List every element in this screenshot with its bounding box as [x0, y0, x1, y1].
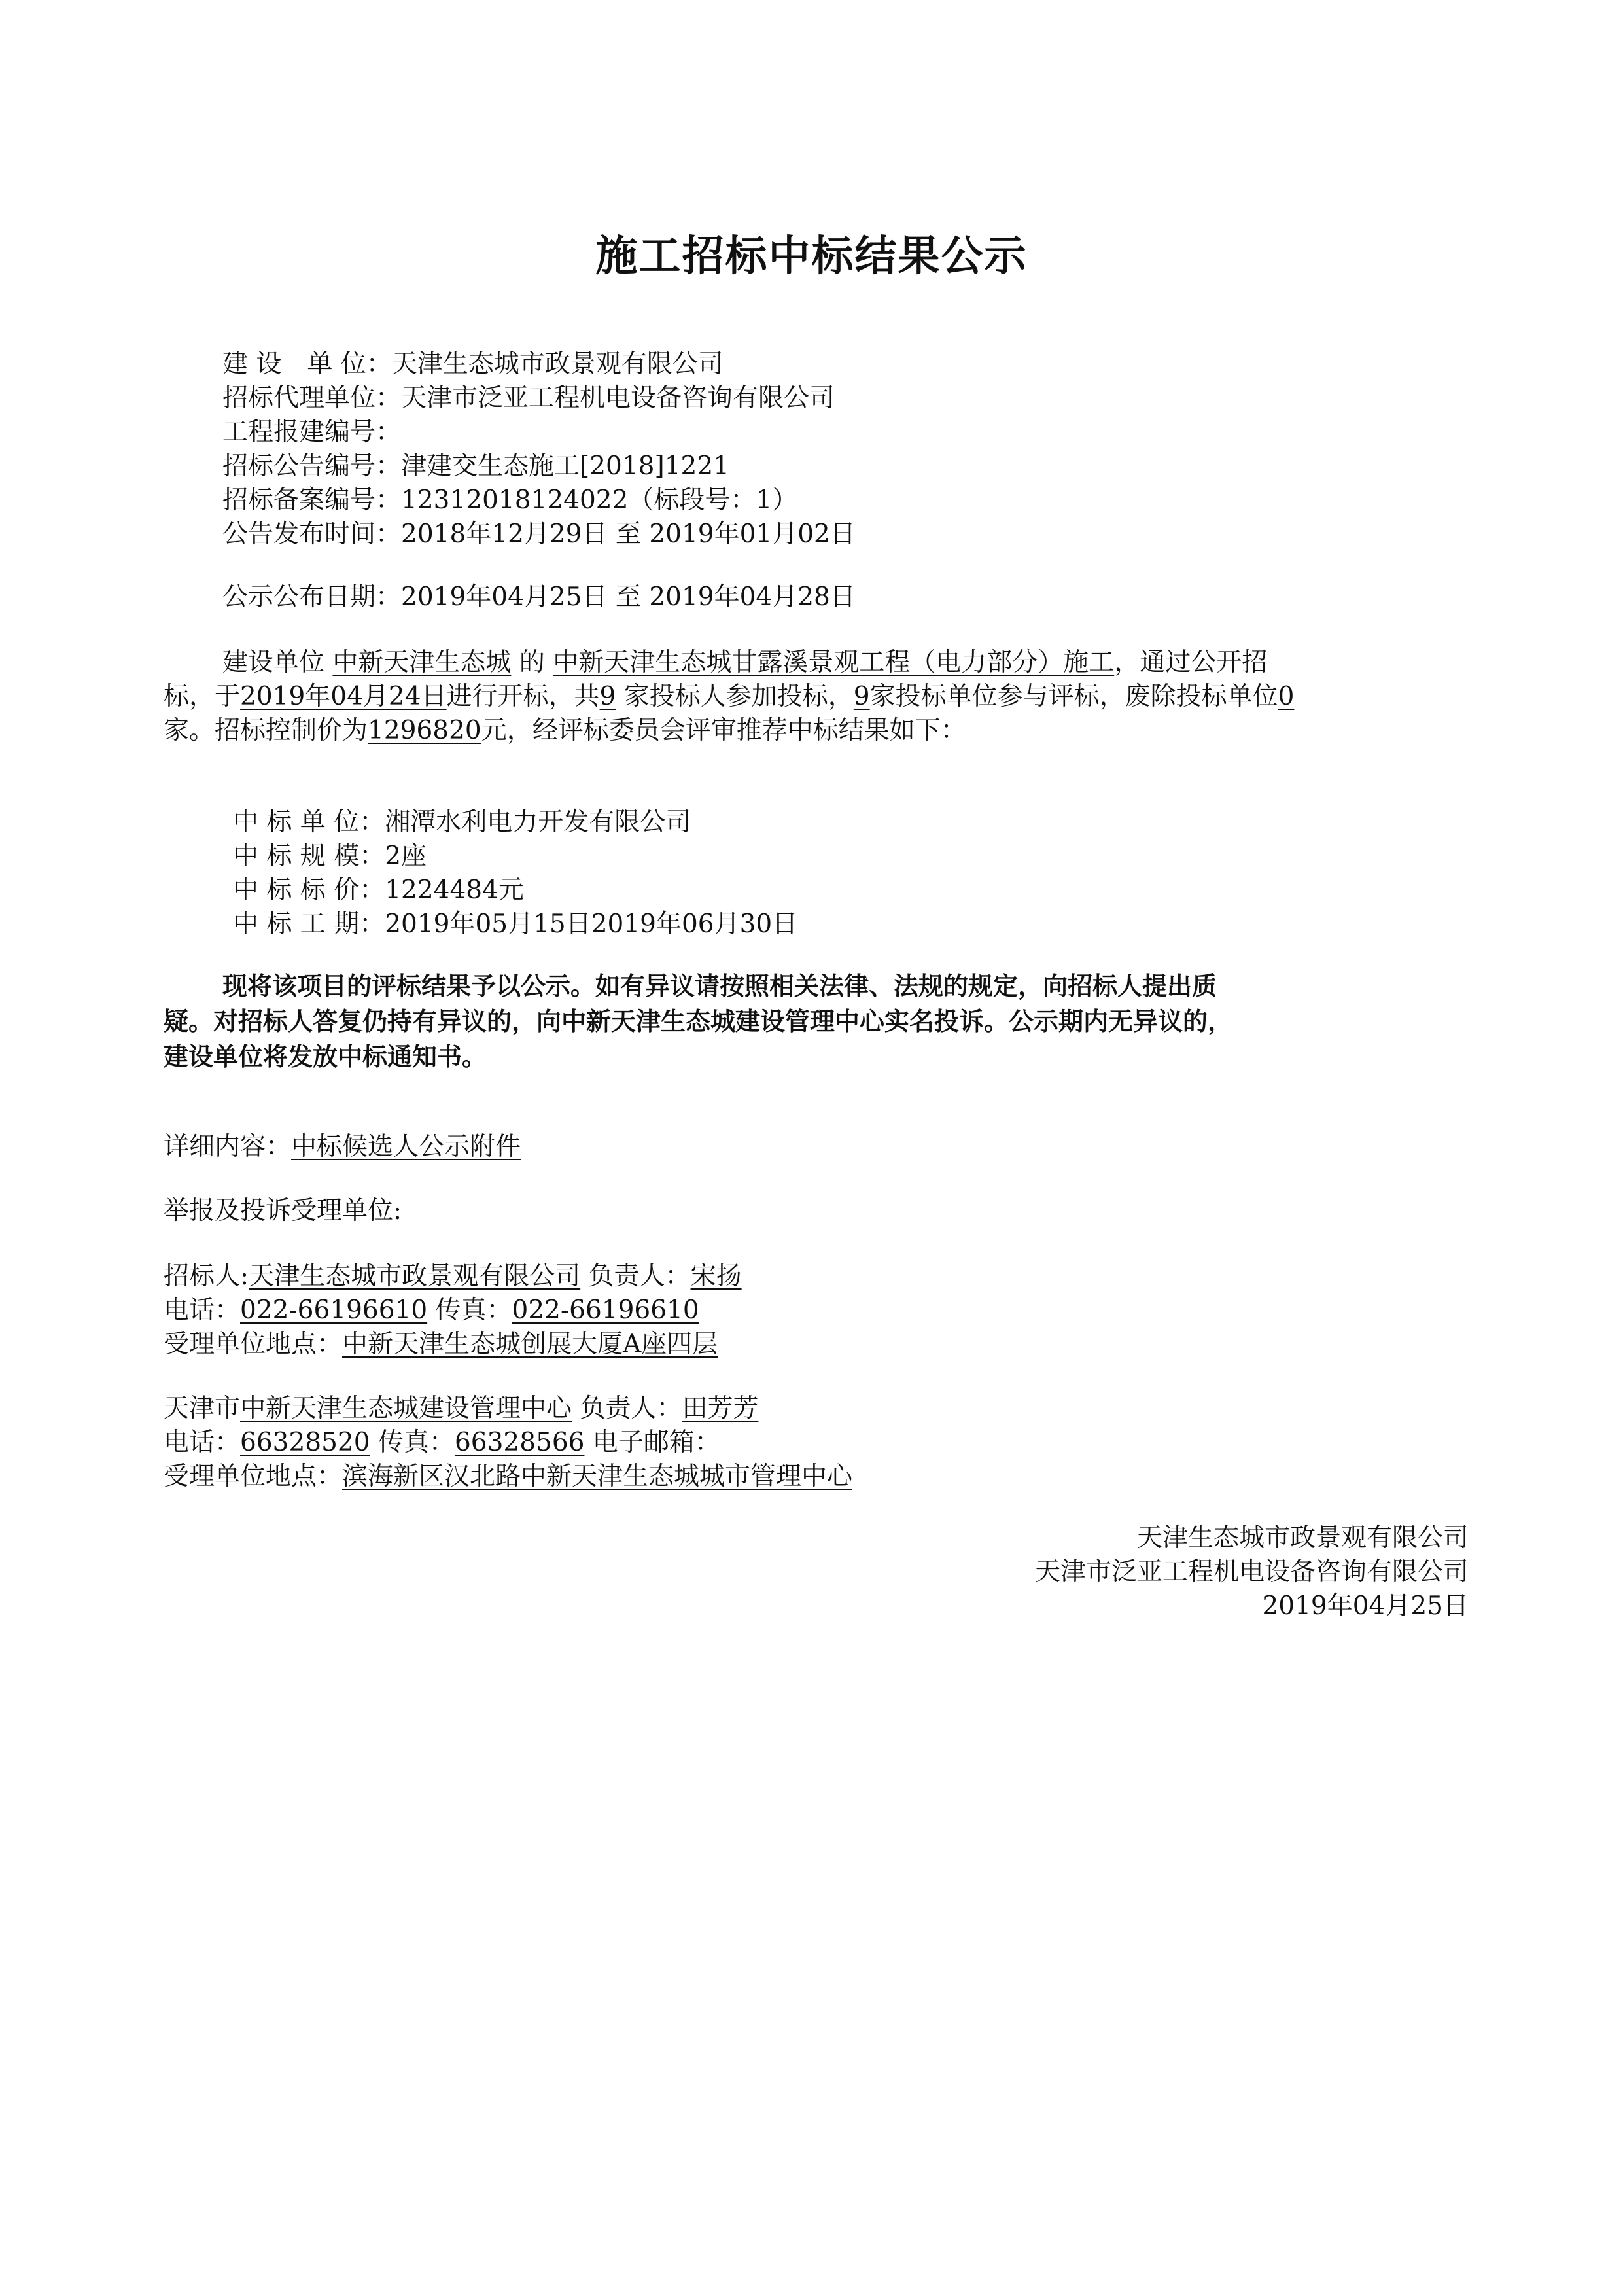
intro-line-3 — [164, 715, 966, 747]
tenderer-fax-label: 传真： — [427, 1296, 512, 1325]
authority-email-label: 电子邮箱： — [584, 1428, 720, 1457]
notice-no-label: 招标公告编号： — [222, 451, 402, 481]
details-row — [164, 1131, 521, 1163]
page-title: 施工招标中标结果公示 — [595, 232, 1028, 281]
scale-row — [233, 840, 427, 873]
authority-fax-label: 传真： — [370, 1428, 455, 1457]
builder-value: 天津生态城市政景观有限公司 — [391, 349, 724, 379]
tenderer-addr-label: 受理单位地点： — [164, 1330, 343, 1359]
authority-phone-label: 电话： — [164, 1428, 241, 1457]
notice-line-1: 现将该项目的评标结果予以公示。如有异议请按照相关法律、法规的规定，向招标人提出质 — [222, 972, 1217, 1000]
price-value: 1224484元 — [385, 875, 524, 905]
notice-no-row — [222, 450, 729, 483]
owner-link[interactable]: 中新天津生态城 — [332, 648, 512, 677]
authority-addr: 滨海新区汉北路中新天津生态城城市管理中心 — [342, 1462, 853, 1491]
intro-line-2 — [164, 680, 1294, 713]
signature-org-1: 天津生态城市政景观有限公司 — [1136, 1523, 1469, 1553]
rejected-count: 0 — [1278, 682, 1295, 711]
intro-text: 家投标人参加投标， — [616, 682, 854, 711]
authority-addr-label: 受理单位地点： — [164, 1462, 343, 1491]
agent-value: 天津市泛亚工程机电设备咨询有限公司 — [401, 383, 835, 413]
period-label: 中 标 工 期： — [233, 910, 385, 939]
attachment-link[interactable]: 中标候选人公示附件 — [291, 1132, 521, 1161]
intro-line-1 — [222, 646, 1267, 679]
authority-person-label: 负责人： — [572, 1394, 682, 1423]
authority-phone[interactable]: 66328520 — [240, 1428, 370, 1457]
winner-row — [233, 806, 691, 839]
builder-row — [222, 348, 724, 381]
record-no-label: 招标备案编号： — [222, 486, 402, 515]
authority-link[interactable]: 中新天津生态城建设管理中心 — [240, 1394, 572, 1423]
intro-text: 家。招标控制价为 — [164, 716, 368, 745]
tenderer-label: 招标人: — [164, 1262, 249, 1291]
notice-line-2: 疑。对招标人答复仍持有异议的，向中新天津生态城建设管理中心实名投诉。公示期内无异议的， — [164, 1007, 1233, 1036]
winner-value: 湘潭水利电力开发有限公司 — [385, 807, 691, 837]
tenderer-phone[interactable]: 022-66196610 — [240, 1296, 428, 1325]
evaluated-count: 9 — [853, 682, 870, 711]
public-date-label: 公示公布日期： — [222, 582, 402, 612]
authority-addr-row — [164, 1460, 852, 1493]
public-date-row — [222, 581, 856, 614]
notice-line-3: 建设单位将发放中标通知书。 — [164, 1042, 487, 1071]
publish-time-value: 2018年12月29日 至 2019年01月02日 — [401, 520, 856, 549]
control-price: 1296820 — [368, 716, 481, 745]
open-date: 2019年04月24日 — [240, 682, 447, 711]
signature-date: 2019年04月25日 — [1262, 1591, 1469, 1621]
period-row — [233, 908, 797, 941]
tenderer-phone-label: 电话： — [164, 1296, 241, 1325]
record-no-value: 12312018124022（标段号：1） — [401, 486, 798, 515]
bidder-count: 9 — [599, 682, 616, 711]
publish-time-label: 公告发布时间： — [222, 520, 402, 549]
intro-text: 进行开标，共 — [446, 682, 600, 711]
complaint-heading: 举报及投诉受理单位: — [164, 1196, 402, 1226]
agent-label: 招标代理单位： — [222, 383, 402, 413]
authority-fax: 66328566 — [454, 1428, 585, 1457]
details-label: 详细内容： — [164, 1132, 292, 1161]
intro-text: 家投标单位参与评标，废除投标单位 — [869, 682, 1278, 711]
price-row — [233, 874, 524, 907]
period-value: 2019年05月15日2019年06月30日 — [385, 910, 798, 939]
tenderer-link[interactable]: 天津生态城市政景观有限公司 — [249, 1262, 581, 1291]
agent-row — [222, 382, 835, 415]
tenderer-addr-row — [164, 1328, 718, 1361]
builder-label: 建 设 单 位： — [222, 349, 392, 379]
authority-person: 田芳芳 — [682, 1394, 759, 1423]
tenderer-person-label: 负责人： — [580, 1262, 691, 1291]
record-no-row — [222, 484, 797, 517]
tenderer-row — [164, 1260, 742, 1293]
authority-phone-row — [164, 1426, 720, 1459]
publish-time-row — [222, 518, 856, 551]
intro-text: 的 — [511, 648, 553, 677]
signature-org-2: 天津市泛亚工程机电设备咨询有限公司 — [1034, 1557, 1469, 1587]
winner-label: 中 标 单 位： — [233, 807, 385, 837]
scale-label: 中 标 规 模： — [233, 841, 385, 871]
tenderer-phone-row — [164, 1294, 699, 1327]
price-label: 中 标 标 价： — [233, 875, 385, 905]
tenderer-fax: 022-66196610 — [512, 1296, 699, 1325]
scale-value: 2座 — [385, 841, 427, 871]
authority-row — [164, 1392, 758, 1425]
intro-text: 元，经评标委员会评审推荐中标结果如下： — [481, 716, 966, 745]
tenderer-person: 宋扬 — [690, 1262, 742, 1291]
public-date-value: 2019年04月25日 至 2019年04月28日 — [401, 582, 856, 612]
notice-no-value: 津建交生态施工[2018]1221 — [401, 451, 729, 481]
authority-prefix: 天津市 — [164, 1394, 241, 1423]
intro-text: 建设单位 — [222, 648, 333, 677]
project-no-label: 工程报建编号： — [222, 417, 402, 447]
project-no-row — [222, 416, 401, 449]
intro-text: 标，于 — [164, 682, 241, 711]
tenderer-addr: 中新天津生态城创展大厦A座四层 — [342, 1330, 718, 1359]
intro-text: ，通过公开招 — [1114, 648, 1268, 677]
project-link[interactable]: 中新天津生态城甘露溪景观工程（电力部分）施工 — [553, 648, 1115, 677]
